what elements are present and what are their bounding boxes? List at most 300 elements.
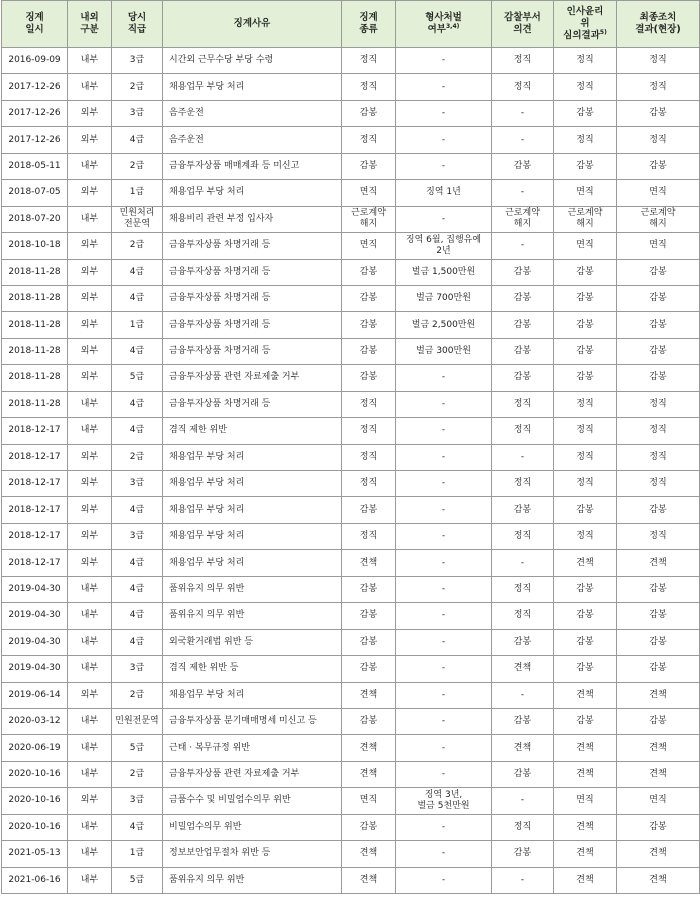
cell-type: 견책 — [342, 735, 396, 761]
cell-committee: 감봉 — [554, 708, 617, 734]
table-row — [2, 285, 700, 311]
cell-grade: 3급 — [112, 471, 163, 497]
cell-reason: 금융투자상품 차명거래 등 — [163, 338, 342, 364]
cell-grade: 4급 — [112, 576, 163, 602]
header-criminal: 형사처벌 여부$^{3,4)}$ — [396, 1, 492, 48]
cell-audit: 감봉 — [492, 153, 554, 179]
cell-final: 견책 — [617, 735, 700, 761]
cell-criminal: 벌금 2,500만원 — [396, 312, 492, 338]
cell-date: 2018-12-17 — [2, 523, 68, 549]
cell-inout: 외부 — [68, 233, 112, 259]
cell-audit: 감봉 — [492, 629, 554, 655]
cell-reason: 채용업무 부당 처리 — [163, 497, 342, 523]
cell-date: 2018-10-18 — [2, 233, 68, 259]
cell-committee: 정직 — [554, 74, 617, 100]
cell-audit: - — [492, 127, 554, 153]
cell-inout: 내부 — [68, 48, 112, 74]
cell-reason: 금융투자상품 차명거래 등 — [163, 391, 342, 417]
cell-reason: 품위유지 의무 위반 — [163, 576, 342, 602]
cell-criminal: - — [396, 550, 492, 576]
cell-date: 2020-10-16 — [2, 814, 68, 840]
cell-inout: 내부 — [68, 814, 112, 840]
cell-type: 감봉 — [342, 656, 396, 682]
cell-reason: 근태 · 복무규정 위반 — [163, 735, 342, 761]
cell-audit: 정직 — [492, 418, 554, 444]
cell-criminal: - — [396, 656, 492, 682]
cell-final: 감봉 — [617, 153, 700, 179]
table-row — [2, 365, 700, 391]
cell-grade: 4급 — [112, 497, 163, 523]
cell-final: 견책 — [617, 867, 700, 893]
cell-committee: 정직 — [554, 391, 617, 417]
cell-reason: 채용비리 관련 부정 입사자 — [163, 206, 342, 232]
cell-criminal: - — [396, 206, 492, 232]
cell-reason: 채용업무 부당 처리 — [163, 180, 342, 206]
header-row — [2, 1, 700, 48]
cell-date: 2018-11-28 — [2, 312, 68, 338]
table-row — [2, 391, 700, 417]
cell-committee: 정직 — [554, 444, 617, 470]
cell-grade: 4급 — [112, 418, 163, 444]
cell-inout: 외부 — [68, 523, 112, 549]
cell-criminal: - — [396, 100, 492, 126]
cell-grade: 2급 — [112, 74, 163, 100]
table-row — [2, 48, 700, 74]
cell-date: 2019-04-30 — [2, 576, 68, 602]
table-row — [2, 471, 700, 497]
cell-criminal: - — [396, 471, 492, 497]
cell-audit: - — [492, 550, 554, 576]
table-row — [2, 867, 700, 893]
cell-committee: 감봉 — [554, 285, 617, 311]
cell-committee: 감봉 — [554, 153, 617, 179]
cell-inout: 외부 — [68, 180, 112, 206]
cell-grade: 1급 — [112, 180, 163, 206]
cell-reason: 금융투자상품 매매계좌 등 미신고 — [163, 153, 342, 179]
cell-inout: 외부 — [68, 471, 112, 497]
table-row — [2, 523, 700, 549]
cell-type: 면직 — [342, 788, 396, 814]
cell-audit: 감봉 — [492, 338, 554, 364]
cell-committee: 감봉 — [554, 603, 617, 629]
cell-type: 견책 — [342, 841, 396, 867]
cell-grade: 4급 — [112, 814, 163, 840]
cell-audit: - — [492, 867, 554, 893]
cell-committee: 감봉 — [554, 629, 617, 655]
cell-type: 면직 — [342, 180, 396, 206]
cell-type: 감봉 — [342, 312, 396, 338]
cell-final: 면직 — [617, 180, 700, 206]
cell-criminal: - — [396, 841, 492, 867]
cell-audit: 정직 — [492, 814, 554, 840]
cell-reason: 외국환거래법 위반 등 — [163, 629, 342, 655]
cell-date: 2020-03-12 — [2, 708, 68, 734]
cell-grade: 1급 — [112, 312, 163, 338]
cell-grade: 민원처리 전문역 — [112, 206, 163, 232]
cell-inout: 내부 — [68, 418, 112, 444]
cell-reason: 음주운전 — [163, 100, 342, 126]
cell-audit: - — [492, 180, 554, 206]
cell-type: 감봉 — [342, 153, 396, 179]
cell-inout: 외부 — [68, 682, 112, 708]
cell-audit: 정직 — [492, 471, 554, 497]
cell-date: 2020-10-16 — [2, 761, 68, 787]
cell-final: 감봉 — [617, 814, 700, 840]
cell-date: 2018-11-28 — [2, 285, 68, 311]
cell-reason: 금융투자상품 차명거래 등 — [163, 312, 342, 338]
table-row — [2, 814, 700, 840]
cell-reason: 채용업무 부당 처리 — [163, 74, 342, 100]
cell-reason: 겸직 제한 위반 등 — [163, 656, 342, 682]
cell-type: 면직 — [342, 233, 396, 259]
cell-criminal: - — [396, 576, 492, 602]
table-row — [2, 180, 700, 206]
cell-date: 2018-11-28 — [2, 365, 68, 391]
cell-grade: 4급 — [112, 285, 163, 311]
cell-type: 감봉 — [342, 100, 396, 126]
cell-criminal: - — [396, 867, 492, 893]
cell-grade: 3급 — [112, 100, 163, 126]
table-row — [2, 682, 700, 708]
cell-criminal: - — [396, 444, 492, 470]
cell-final: 감봉 — [617, 365, 700, 391]
cell-final: 정직 — [617, 444, 700, 470]
table-row — [2, 761, 700, 787]
cell-type: 정직 — [342, 523, 396, 549]
cell-criminal: - — [396, 365, 492, 391]
cell-committee: 면직 — [554, 180, 617, 206]
table-row — [2, 603, 700, 629]
cell-reason: 품위유지 의무 위반 — [163, 867, 342, 893]
cell-reason: 금융투자상품 분기매매명세 미신고 등 — [163, 708, 342, 734]
cell-date: 2021-05-13 — [2, 841, 68, 867]
cell-date: 2018-07-05 — [2, 180, 68, 206]
cell-date: 2019-04-30 — [2, 629, 68, 655]
cell-audit: 근로계약 해지 — [492, 206, 554, 232]
cell-grade: 2급 — [112, 682, 163, 708]
cell-final: 정직 — [617, 48, 700, 74]
cell-committee: 견책 — [554, 841, 617, 867]
cell-reason: 채용업무 부당 처리 — [163, 523, 342, 549]
cell-committee: 정직 — [554, 48, 617, 74]
cell-criminal: 벌금 300만원 — [396, 338, 492, 364]
table-row — [2, 708, 700, 734]
cell-date: 2019-04-30 — [2, 656, 68, 682]
table-row — [2, 206, 700, 232]
cell-date: 2017-12-26 — [2, 74, 68, 100]
cell-reason: 비밀엄수의무 위반 — [163, 814, 342, 840]
cell-committee: 감봉 — [554, 497, 617, 523]
table-row — [2, 100, 700, 126]
cell-type: 정직 — [342, 74, 396, 100]
cell-committee: 정직 — [554, 471, 617, 497]
cell-criminal: 징역 1년 — [396, 180, 492, 206]
table-row — [2, 788, 700, 814]
cell-reason: 품위유지 의무 위반 — [163, 603, 342, 629]
cell-committee: 근로계약 해지 — [554, 206, 617, 232]
table-row — [2, 233, 700, 259]
cell-final: 정직 — [617, 74, 700, 100]
cell-audit: 감봉 — [492, 708, 554, 734]
cell-inout: 내부 — [68, 629, 112, 655]
header-audit: 감찰부서 의견 — [492, 1, 554, 48]
header-reason: 징계사유 — [163, 1, 342, 48]
cell-grade: 1급 — [112, 841, 163, 867]
cell-committee: 감봉 — [554, 656, 617, 682]
cell-audit: - — [492, 233, 554, 259]
cell-inout: 내부 — [68, 656, 112, 682]
cell-date: 2019-04-30 — [2, 603, 68, 629]
cell-date: 2019-06-14 — [2, 682, 68, 708]
cell-type: 감봉 — [342, 497, 396, 523]
header-date: 징계 일시 — [2, 1, 68, 48]
cell-final: 정직 — [617, 418, 700, 444]
cell-type: 정직 — [342, 444, 396, 470]
cell-committee: 감봉 — [554, 312, 617, 338]
cell-committee: 견책 — [554, 867, 617, 893]
cell-reason: 채용업무 부당 처리 — [163, 682, 342, 708]
cell-committee: 면직 — [554, 788, 617, 814]
cell-type: 정직 — [342, 391, 396, 417]
cell-final: 감봉 — [617, 656, 700, 682]
cell-reason: 시간외 근무수당 부당 수령 — [163, 48, 342, 74]
cell-criminal: - — [396, 603, 492, 629]
cell-final: 면직 — [617, 233, 700, 259]
cell-reason: 채용업무 부당 처리 — [163, 550, 342, 576]
cell-type: 감봉 — [342, 259, 396, 285]
cell-inout: 외부 — [68, 550, 112, 576]
table-row — [2, 576, 700, 602]
cell-inout: 외부 — [68, 312, 112, 338]
cell-date: 2020-10-16 — [2, 788, 68, 814]
cell-grade: 5급 — [112, 735, 163, 761]
cell-grade: 2급 — [112, 444, 163, 470]
cell-date: 2018-12-17 — [2, 444, 68, 470]
table-row — [2, 259, 700, 285]
cell-type: 감봉 — [342, 603, 396, 629]
table-row — [2, 550, 700, 576]
cell-reason: 금융투자상품 차명거래 등 — [163, 233, 342, 259]
cell-criminal: 벌금 700만원 — [396, 285, 492, 311]
cell-type: 감봉 — [342, 338, 396, 364]
cell-criminal: - — [396, 708, 492, 734]
cell-audit: 정직 — [492, 523, 554, 549]
cell-criminal: - — [396, 814, 492, 840]
cell-criminal: 벌금 1,500만원 — [396, 259, 492, 285]
cell-audit: 정직 — [492, 576, 554, 602]
cell-reason: 정보보안업무절차 위반 등 — [163, 841, 342, 867]
cell-committee: 감봉 — [554, 259, 617, 285]
cell-final: 견책 — [617, 841, 700, 867]
cell-reason: 금융투자상품 차명거래 등 — [163, 259, 342, 285]
cell-inout: 내부 — [68, 603, 112, 629]
cell-inout: 외부 — [68, 259, 112, 285]
cell-criminal: - — [396, 682, 492, 708]
cell-date: 2018-11-28 — [2, 338, 68, 364]
cell-committee: 견책 — [554, 735, 617, 761]
cell-date: 2018-12-17 — [2, 497, 68, 523]
cell-grade: 2급 — [112, 153, 163, 179]
cell-inout: 내부 — [68, 708, 112, 734]
cell-reason: 금융투자상품 관련 자료제출 거부 — [163, 761, 342, 787]
cell-inout: 외부 — [68, 127, 112, 153]
table-body — [2, 48, 700, 894]
cell-audit: 견책 — [492, 735, 554, 761]
cell-criminal: - — [396, 127, 492, 153]
cell-type: 감봉 — [342, 629, 396, 655]
cell-criminal: - — [396, 74, 492, 100]
cell-audit: 감봉 — [492, 761, 554, 787]
cell-grade: 4급 — [112, 550, 163, 576]
cell-date: 2018-11-28 — [2, 259, 68, 285]
table-row — [2, 841, 700, 867]
cell-audit: 감봉 — [492, 285, 554, 311]
cell-reason: 겸직 제한 위반 — [163, 418, 342, 444]
cell-criminal: 징역 3년, 벌금 5천만원 — [396, 788, 492, 814]
cell-final: 감봉 — [617, 629, 700, 655]
header-committee: 인사윤리 위 심의결과$^{5)}$ — [554, 1, 617, 48]
cell-committee: 감봉 — [554, 100, 617, 126]
cell-date: 2018-12-17 — [2, 471, 68, 497]
cell-criminal: - — [396, 629, 492, 655]
footnote-marker: 3,4) — [445, 22, 460, 30]
cell-committee: 정직 — [554, 523, 617, 549]
cell-criminal: 징역 6월, 집행유예 2년 — [396, 233, 492, 259]
cell-inout: 외부 — [68, 285, 112, 311]
cell-inout: 내부 — [68, 867, 112, 893]
table-row — [2, 735, 700, 761]
cell-date: 2017-12-26 — [2, 100, 68, 126]
cell-type: 정직 — [342, 471, 396, 497]
cell-audit: - — [492, 100, 554, 126]
table-row — [2, 153, 700, 179]
cell-final: 근로계약 해지 — [617, 206, 700, 232]
cell-grade: 3급 — [112, 48, 163, 74]
cell-grade: 민원전문역 — [112, 708, 163, 734]
cell-final: 정직 — [617, 471, 700, 497]
header-grade: 당시 직급 — [112, 1, 163, 48]
cell-committee: 정직 — [554, 127, 617, 153]
cell-final: 정직 — [617, 127, 700, 153]
cell-final: 감봉 — [617, 259, 700, 285]
disciplinary-table — [1, 0, 700, 894]
cell-audit: 정직 — [492, 74, 554, 100]
cell-type: 감봉 — [342, 285, 396, 311]
cell-committee: 면직 — [554, 233, 617, 259]
table-row — [2, 629, 700, 655]
cell-grade: 2급 — [112, 233, 163, 259]
cell-grade: 3급 — [112, 656, 163, 682]
cell-audit: 감봉 — [492, 841, 554, 867]
cell-date: 2018-12-17 — [2, 418, 68, 444]
cell-final: 감봉 — [617, 603, 700, 629]
cell-final: 감봉 — [617, 312, 700, 338]
cell-inout: 내부 — [68, 206, 112, 232]
cell-type: 감봉 — [342, 708, 396, 734]
cell-committee: 정직 — [554, 418, 617, 444]
cell-final: 면직 — [617, 788, 700, 814]
cell-final: 감봉 — [617, 285, 700, 311]
cell-audit: - — [492, 788, 554, 814]
cell-criminal: - — [396, 48, 492, 74]
table-row — [2, 656, 700, 682]
table-row — [2, 127, 700, 153]
cell-inout: 내부 — [68, 735, 112, 761]
cell-criminal: - — [396, 523, 492, 549]
cell-committee: 견책 — [554, 814, 617, 840]
table-row — [2, 418, 700, 444]
cell-criminal: - — [396, 391, 492, 417]
cell-audit: 정직 — [492, 391, 554, 417]
cell-committee: 견책 — [554, 550, 617, 576]
cell-date: 2018-11-28 — [2, 391, 68, 417]
cell-type: 감봉 — [342, 576, 396, 602]
cell-final: 정직 — [617, 523, 700, 549]
cell-committee: 감봉 — [554, 365, 617, 391]
cell-grade: 4급 — [112, 338, 163, 364]
cell-committee: 감봉 — [554, 338, 617, 364]
table-row — [2, 312, 700, 338]
cell-final: 견책 — [617, 682, 700, 708]
cell-final: 감봉 — [617, 100, 700, 126]
cell-inout: 내부 — [68, 74, 112, 100]
cell-final: 감봉 — [617, 708, 700, 734]
cell-committee: 견책 — [554, 761, 617, 787]
cell-grade: 2급 — [112, 761, 163, 787]
cell-inout: 외부 — [68, 444, 112, 470]
cell-inout: 외부 — [68, 100, 112, 126]
cell-reason: 채용업무 부당 처리 — [163, 471, 342, 497]
table-row — [2, 74, 700, 100]
cell-criminal: - — [396, 761, 492, 787]
cell-grade: 5급 — [112, 365, 163, 391]
cell-committee: 견책 — [554, 682, 617, 708]
header-final: 최종조치 결과(현장) — [617, 1, 700, 48]
cell-date: 2020-06-19 — [2, 735, 68, 761]
cell-grade: 5급 — [112, 867, 163, 893]
cell-type: 정직 — [342, 48, 396, 74]
cell-criminal: - — [396, 418, 492, 444]
cell-final: 견책 — [617, 761, 700, 787]
cell-type: 정직 — [342, 127, 396, 153]
cell-grade: 4급 — [112, 629, 163, 655]
cell-inout: 내부 — [68, 153, 112, 179]
cell-type: 견책 — [342, 682, 396, 708]
cell-criminal: - — [396, 735, 492, 761]
cell-audit: - — [492, 444, 554, 470]
cell-grade: 4급 — [112, 603, 163, 629]
cell-reason: 금품수수 및 비밀엄수의무 위반 — [163, 788, 342, 814]
cell-inout: 외부 — [68, 497, 112, 523]
cell-audit: 감봉 — [492, 312, 554, 338]
cell-type: 견책 — [342, 761, 396, 787]
cell-audit: 정직 — [492, 603, 554, 629]
cell-final: 감봉 — [617, 338, 700, 364]
cell-grade: 3급 — [112, 788, 163, 814]
cell-date: 2017-12-26 — [2, 127, 68, 153]
header-inout: 내외 구분 — [68, 1, 112, 48]
cell-criminal: - — [396, 497, 492, 523]
cell-type: 견책 — [342, 867, 396, 893]
table-row — [2, 444, 700, 470]
header-type: 징계 종류 — [342, 1, 396, 48]
footnote-marker: 5) — [599, 28, 607, 36]
cell-final: 정직 — [617, 391, 700, 417]
cell-audit: 감봉 — [492, 259, 554, 285]
table-row — [2, 497, 700, 523]
cell-inout: 내부 — [68, 391, 112, 417]
cell-type: 견책 — [342, 550, 396, 576]
